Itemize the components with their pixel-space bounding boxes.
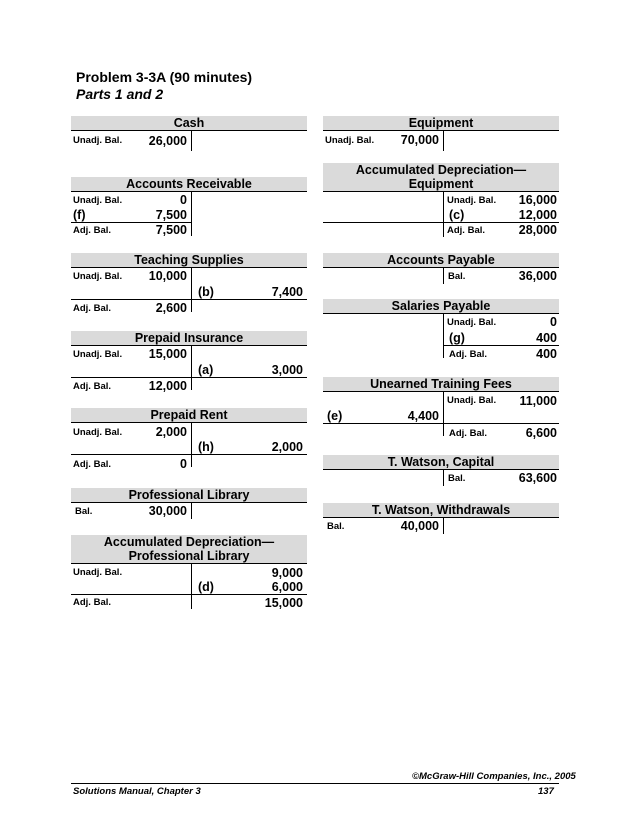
unadj-bal-label: Unadj. Bal. [73, 271, 123, 282]
account-title-line1: Accumulated Depreciation— [355, 163, 527, 177]
page-subtitle: Parts 1 and 2 [76, 86, 164, 102]
account-title [323, 163, 559, 192]
t-account-divider [191, 268, 192, 312]
unadj-bal-label: Unadj. Bal. [325, 135, 375, 146]
unadj-credit-amount: 0 [550, 315, 557, 329]
unadj-credit-amount: 9,000 [271, 566, 303, 580]
adjustment-ref: (b) [198, 285, 214, 299]
account-title: Unearned Training Fees [323, 377, 559, 392]
account-title: T. Watson, Withdrawals [323, 503, 559, 518]
adj-bal-label: Adj. Bal. [73, 303, 112, 314]
adjustment-amount: 7,500 [155, 208, 187, 222]
bal-label: Bal. [448, 271, 466, 282]
page-number: 137 [538, 786, 554, 797]
unadj-debit-amount: 2,000 [155, 425, 187, 439]
adj-bal-label: Adj. Bal. [73, 225, 112, 236]
t-account-equipment [323, 116, 559, 154]
t-account-divider [443, 268, 444, 284]
adj-debit-amount: 0 [180, 457, 187, 471]
page-title: Problem 3-3A (90 minutes) [76, 69, 253, 85]
adjustment-amount: 7,400 [271, 285, 303, 299]
total-rule [71, 299, 307, 300]
t-account-divider [191, 131, 192, 151]
t-account-salaries-payable [323, 299, 559, 361]
t-account-teaching-supplies [71, 253, 307, 315]
adj-debit-amount: 12,000 [148, 379, 187, 393]
unadj-bal-label: Unadj. Bal. [73, 567, 123, 578]
total-rule [71, 454, 307, 455]
adjustment-amount: 3,000 [271, 363, 303, 377]
adjustment-ref: (h) [198, 440, 214, 454]
t-account-accum-dep-equipment [323, 163, 559, 239]
adjustment-ref: (d) [198, 580, 214, 594]
adj-bal-label: Adj. Bal. [447, 225, 486, 236]
unadj-debit-amount: 10,000 [148, 269, 187, 283]
adj-debit-amount: 7,500 [155, 223, 187, 237]
unadj-bal-label: Unadj. Bal. [73, 349, 123, 360]
unadj-credit-amount: 16,000 [518, 193, 557, 207]
total-rule [323, 423, 559, 424]
t-account-divider [191, 564, 192, 609]
account-title: Professional Library [71, 488, 307, 503]
adjustment-ref: (a) [198, 363, 214, 377]
t-account-divider [443, 192, 444, 237]
adjustment-amount: 400 [536, 331, 557, 345]
adj-credit-amount: 28,000 [518, 223, 557, 237]
t-account-watson-capital [323, 455, 559, 489]
account-title-line2: Equipment [408, 177, 474, 191]
t-account-divider [191, 423, 192, 467]
bal-debit-amount: 40,000 [400, 519, 439, 533]
unadj-bal-label: Unadj. Bal. [447, 395, 497, 406]
unadj-bal-label: Unadj. Bal. [73, 427, 123, 438]
t-account-accounts-payable [323, 253, 559, 287]
adj-bal-label: Adj. Bal. [73, 459, 112, 470]
adjustment-ref: (f) [73, 208, 86, 222]
account-title: Cash [71, 116, 307, 131]
adj-bal-label: Adj. Bal. [73, 381, 112, 392]
t-account-prepaid-rent [71, 408, 307, 470]
t-account-accounts-receivable [71, 177, 307, 239]
account-title [71, 535, 307, 564]
unadj-debit-amount: 70,000 [400, 133, 439, 147]
total-rule [71, 377, 307, 378]
adjustment-amount: 12,000 [518, 208, 557, 222]
t-account-divider [191, 346, 192, 390]
footer-divider [71, 783, 559, 784]
adjustment-ref: (g) [449, 331, 465, 345]
account-title-line1: Accumulated Depreciation— [103, 535, 275, 549]
account-title: Accounts Payable [323, 253, 559, 268]
bal-label: Bal. [327, 521, 345, 532]
t-account-cash [71, 116, 307, 154]
footer-source: Solutions Manual, Chapter 3 [73, 786, 201, 797]
account-title: Prepaid Rent [71, 408, 307, 423]
adjustment-amount: 2,000 [271, 440, 303, 454]
t-account-divider [443, 392, 444, 436]
t-account-professional-library [71, 488, 307, 522]
adj-credit-amount: 15,000 [264, 596, 303, 610]
bal-debit-amount: 30,000 [148, 504, 187, 518]
unadj-debit-amount: 26,000 [148, 134, 187, 148]
total-rule [443, 345, 559, 346]
unadj-debit-amount: 15,000 [148, 347, 187, 361]
copyright-notice: ©McGraw-Hill Companies, Inc., 2005 [412, 771, 576, 782]
adj-bal-label: Adj. Bal. [449, 428, 488, 439]
adjustment-amount: 4,400 [407, 409, 439, 423]
account-title: Teaching Supplies [71, 253, 307, 268]
account-title: Salaries Payable [323, 299, 559, 314]
t-account-accum-dep-library [71, 535, 307, 611]
account-title-line2: Professional Library [128, 549, 250, 563]
bal-label: Bal. [448, 473, 466, 484]
bal-credit-amount: 36,000 [518, 269, 557, 283]
t-account-unearned-training-fees [323, 377, 559, 439]
t-account-prepaid-insurance [71, 331, 307, 393]
account-title: Prepaid Insurance [71, 331, 307, 346]
bal-credit-amount: 63,600 [518, 471, 557, 485]
account-title: Equipment [323, 116, 559, 131]
adjustment-amount: 6,000 [271, 580, 303, 594]
adjustment-ref: (e) [327, 409, 343, 423]
adj-credit-amount: 6,600 [525, 426, 557, 440]
t-account-divider [443, 314, 444, 358]
account-title: Accounts Receivable [71, 177, 307, 192]
t-account-divider [443, 518, 444, 534]
adj-bal-label: Adj. Bal. [73, 597, 112, 608]
t-account-divider [191, 192, 192, 236]
t-account-divider [191, 503, 192, 519]
t-account-watson-withdrawals [323, 503, 559, 537]
unadj-bal-label: Unadj. Bal. [73, 135, 123, 146]
adjustment-ref: (c) [449, 208, 465, 222]
t-account-divider [443, 470, 444, 486]
adj-bal-label: Adj. Bal. [449, 349, 488, 360]
account-title: T. Watson, Capital [323, 455, 559, 470]
unadj-debit-amount: 0 [180, 193, 187, 207]
unadj-credit-amount: 11,000 [519, 394, 557, 408]
unadj-bal-label: Unadj. Bal. [447, 195, 497, 206]
t-account-divider [443, 131, 444, 151]
unadj-bal-label: Unadj. Bal. [447, 317, 497, 328]
bal-label: Bal. [75, 506, 93, 517]
unadj-bal-label: Unadj. Bal. [73, 195, 123, 206]
adj-credit-amount: 400 [536, 347, 557, 361]
adj-debit-amount: 2,600 [155, 301, 187, 315]
total-rule [71, 594, 307, 595]
